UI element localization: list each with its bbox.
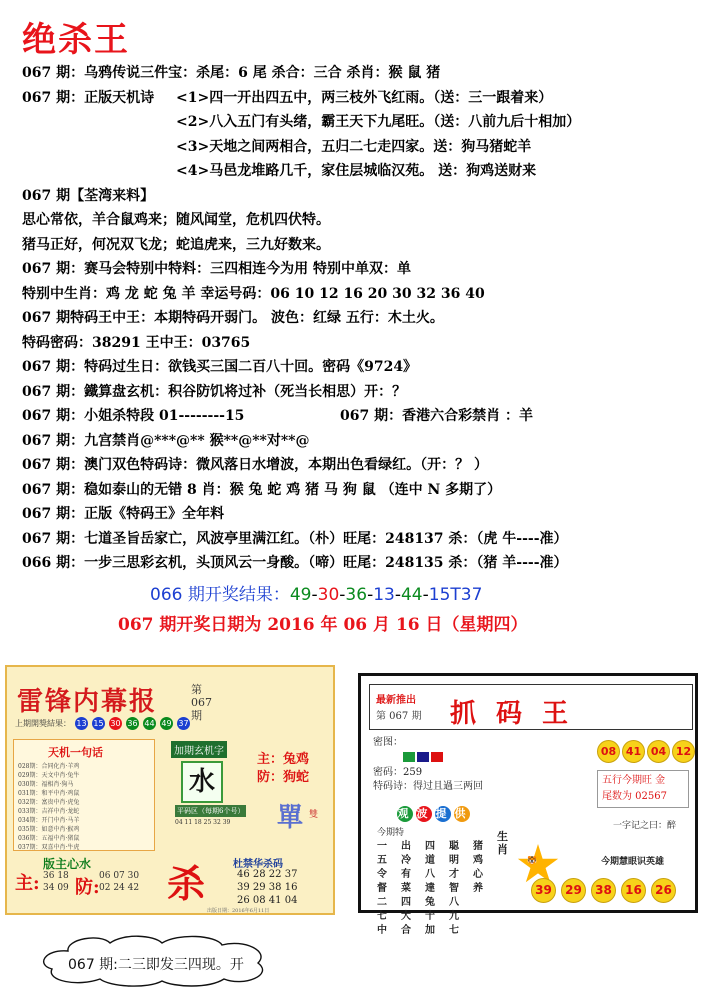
forecast-segment: 067 期：澳门双色特码诗：微风落日水增波，本期出色看绿红。（开：？ ） [22,457,488,473]
dan-character: 單 [277,803,304,833]
zhu-label: 主：兔鸡 [257,752,310,767]
sha-title: 杜禁华杀码 [233,859,283,870]
result-number: 36 [345,585,368,605]
banzhu-num: 34 09 [43,883,69,893]
draw-date: 067 期开奖日期为 2016 年 06 月 16 日（星期四） [118,615,528,635]
result-ball: 13 [76,719,87,728]
banzhu-box [13,853,153,909]
zhuama-ball: 12 [672,740,695,763]
forecast-segment: 067 期：赛马会特别中特料：三四相连今为用 特别中单双：单 [22,261,411,277]
zhuama-issue: 第 067 期 [376,711,422,722]
result-number: T37 [450,585,483,605]
result-line [150,580,482,605]
today-label: 今期特 [377,828,405,838]
yizi-label: 一字记之曰：醉 [613,821,677,831]
result-ball: 44 [144,719,155,728]
speech-cloud [38,935,274,987]
bottom-ball: 39 [531,878,556,903]
water-character: 水 [181,761,223,803]
tianji-item: 029期：天文中肖·兔牛 [18,772,80,779]
leifeng-header [13,675,331,731]
zhuama-panel [358,673,698,936]
jiaxin-title: 加期玄机字 [171,741,227,758]
result-separator: - [311,585,318,605]
tianji-item: 034期：开门中肖·马羊 [18,817,80,824]
zhuama-codes [373,736,483,794]
leifeng-balls [15,717,190,730]
result-number: 13 [373,585,395,605]
bottom-ball: 29 [561,878,586,903]
result-number: 15 [428,585,451,605]
shengxiao-label: 生肖 [497,830,508,856]
tianji-item: 031期：和平中肖·鸡鼠 [18,790,80,797]
result-label: 066 期开奖结果： [150,585,290,605]
mima-image-label: 密图： [373,737,403,748]
pingma-label: 平码区（每期6个号） [177,807,245,815]
result-ball: 30 [110,719,121,728]
guan-character: 观 [397,807,413,820]
tianji-item: 030期：福相肖·狗马 [18,781,74,788]
zhuama-bottom-balls [531,878,681,903]
banzhu-num: 02 24 42 [99,883,140,893]
result-number: 44 [400,585,423,605]
wuxing-label: 五行今期旺 金 [602,775,666,786]
tianji-item: 028期：合同化肖·羊鸡 [18,763,80,770]
zhuama-balls [597,740,697,763]
result-number: 49 [289,585,312,605]
banzhu-title: 版主心水 [43,857,92,871]
bottom-ball: 38 [591,878,616,903]
leifeng-brand: 雷锋内幕报 [17,687,158,717]
forecast-segment: 067 期：正版《特码王》全年料 [22,506,225,522]
tianji-title: 天机一句话 [48,746,103,759]
forecast-segment: <1>四一开出四五中，两三枝外飞红雨。（送：三一跟着来） [176,89,553,106]
forecast-segment: 067 期特码王中王：本期特码开弱门。 波色：红绿 五行：木土火。 [22,310,444,326]
forecast-segment: 067 期：香港六合彩禁肖 ：羊 [340,408,533,424]
forecast-segment: 067 期：小姐杀特段 01--------15 [22,408,245,424]
result-number: 30 [317,585,340,605]
zhuama-ball: 08 [597,740,620,763]
banzhu-num: 06 07 30 [99,871,140,881]
banzhu-num: 36 18 [43,871,69,881]
forecast-segment: 066 期：一步三思彩玄机，头顶风云一身酸。（啼）旺尾：248135 杀：（猪 羊----准） [22,555,568,571]
vertical-column: 一五令督二七中 [377,841,387,936]
forecast-segment: 067 期：九宫禁肖@***@** 猴**@**对**@ [22,432,310,449]
result-separator: - [367,585,374,605]
banzhu-zhu: 主: [15,873,40,894]
vertical-column: 聪明才智八九七 [449,841,459,936]
forecast-segment: 猪马正好，何况双飞龙；蛇追虎来，三九好数来。 [22,236,330,253]
result-separator: - [339,585,346,605]
result-separator: - [422,585,429,605]
leifeng-footer: 出版日期：2016年6月11日 [207,908,270,914]
pingma-numbers: 04 11 18 25 32 39 [175,819,231,826]
forecast-segment: 067 期：乌鸦传说三件宝：杀尾：6 尾 杀合：三合 杀肖：猴 鼠 猪 [22,65,441,81]
forecast-segment: 067 期：七道圣旨岳家亡，风波亭里满江红。（朴）旺尾：248137 杀：（虎 牛----准） [22,530,568,547]
sha-row: 26 08 41 04 [237,895,298,906]
guan-character: 波 [416,807,432,820]
today-line: 今期慧眼识英雄 [601,857,665,867]
bottom-ball: 16 [621,878,646,903]
tema-poem: 特码诗：得过且過三两回 [373,781,483,792]
forecast-segment: 067 期：特码过生日：欲钱买三国二百八十回。密码《9724》 [22,359,418,375]
forecast-segment: <3>天地之间两相合，五归二七走四家。送：狗马猪蛇羊 [176,138,532,155]
sha-box [229,853,329,913]
banzhu-fang: 防: [75,877,100,898]
forecast-segment: 067 期：正版天机诗 [22,89,155,106]
mima-graphic [403,752,483,762]
forecast-segment: 特码密码：38291 王中王：03765 [22,334,251,351]
result-ball: 36 [127,719,138,728]
guan-characters [397,806,473,822]
result-separator: - [394,585,401,605]
zhuama-newest: 最新推出 [376,695,416,706]
fang-label: 防：狗蛇 [257,770,310,785]
tianji-item: 036期：五福中肖·猪鼠 [18,835,80,842]
tianji-item: 033期：吉祥中肖·龙蛇 [18,808,80,815]
forecast-segment: 特别中生肖：鸡 龙 蛇 兔 羊 幸运号码：06 10 12 16 20 30 32 36 40 [22,285,485,302]
sha-row: 46 28 22 37 [237,869,298,880]
vertical-column: 四道八達兔十加 [425,841,435,936]
jiaxin-box [167,739,247,849]
tiger-icon: 🐯 [527,856,537,865]
leifeng-issue: 第067期 [191,683,212,722]
forecast-segment: 思心常依，羊合鼠鸡来；随风闻堂，危机四伏特。 [22,212,330,228]
forecast-segment: <2>八入五门有头绪，霸王天下九尾旺。（送：八前九后十相加） [176,114,581,130]
zhuama-ball: 04 [647,740,670,763]
vertical-column: 出冷有菜四大合 [401,841,411,936]
cloud-text: 067 期:二三即发三四现。开 [68,957,244,973]
forecast-segment: 067 期【荃湾来料】 [22,187,155,204]
tianji-box [13,739,155,851]
tianji-list [18,762,79,852]
forecast-segment: 067 期：鐵算盘玄机：积谷防饥将过补（死当长相思）开：？ [22,383,407,400]
vertical-column: 猪鸡心养 [473,841,483,894]
zhuama-ball: 41 [622,740,645,763]
zhuama-title: 抓码王 [450,699,589,729]
tianji-item: 035期：如意中肖·猴鸡 [18,826,80,833]
guan-character: 提 [435,807,451,820]
wuxing-box [597,770,689,808]
guan-character: 供 [454,807,470,820]
sha-row: 39 29 38 16 [237,882,298,893]
leifeng-balls-label: 上期開獎結果： [15,719,71,728]
forecast-segment: <4>马邑龙堆路几千，家住层城临汉苑。 送：狗鸡送财来 [176,163,537,179]
zhu-fang [257,751,309,787]
result-ball: 37 [178,719,189,728]
tianji-item: 032期：富贵中肖·虎兔 [18,799,80,806]
zhuama-header [369,684,693,730]
result-ball: 15 [93,719,104,728]
leifeng-panel [5,665,335,915]
bottom-ball: 26 [651,878,676,903]
tianji-item: 037期：双喜中肖·牛虎 [18,844,80,851]
forecast-segment: 067 期：稳如泰山的无错 8 肖：猴 兔 蛇 鸡 猪 马 狗 鼠 （连中 N 多期了） [22,481,502,498]
shuang-character: 雙 [309,810,319,820]
kill-character: 杀 [167,861,206,906]
page-title: 绝杀王 [22,20,130,60]
mima-code: 密码：259 [373,767,423,778]
result-ball: 49 [161,719,172,728]
weishu-label: 尾数为 02567 [602,791,667,802]
result-numbers [290,585,483,605]
